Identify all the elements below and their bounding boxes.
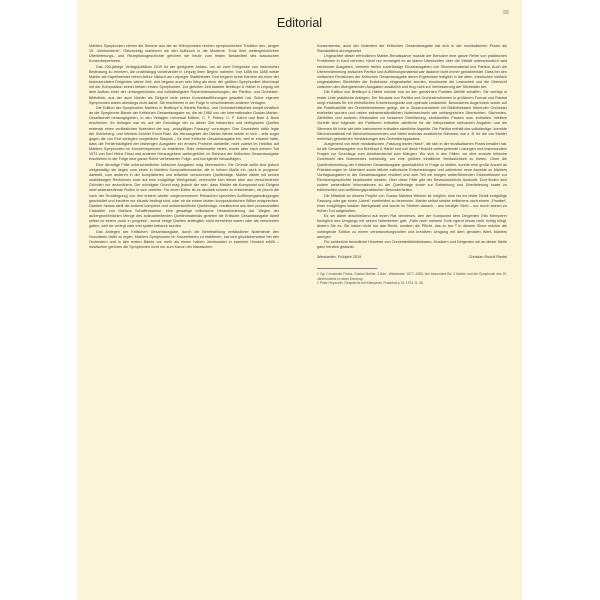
place-date: Wiesbaden, Frühjahr 2019 bbox=[317, 255, 362, 260]
paragraph: Für zahlreiche freundliche Hinweise von Orchesterbibliothekaren, Musikern und Dirigenten sei an dieser Stelle ganz herzlich gedankt. bbox=[317, 239, 507, 250]
left-column bbox=[89, 44, 279, 250]
footnote-rule bbox=[317, 268, 377, 269]
signature-line bbox=[317, 255, 507, 260]
paragraph: Ausgehend von einer musikalischen „Fassung letzter Hand“, die sich in der musikalischen Praxis bewährt hat, ist die Gesamtausgabe von Breitkopf & Härtel und soll diese Hinsicht weitergehende Lösungen und insbesondere Fragen zur Grundlage zum Arbeitsmaterial zum Klängen. Wo sich in den Fällen, wo eine erneute kritische Durchsicht des Notentextes notwendig, um eine größere inhaltliche Verlässlichkeit zu bieten. Ohne die Quellenbewertung der Kritischen Gesamtausgabe grundsätzlich in Frage zu stellen, konnte eine große Anzahl an Präzisierungen im Notentext sowie etliche editorische Entscheidungen und zahlreiche neue Aspekte zu Mahlers Vortragsangaben in der Gesamtausgabe revidiert und zum Teil mit einigen weiterführenden Erkenntnissen zur Revisionsgeschichte beantwortet werden. Über diese Fälle gibt der Revisionsbericht Auskunft. Dort finden sich zudem wesentliche Informationen zu der Quellenlage sowie zur Entstehung und Überlieferung sowie zu editorischen und aufführungspraktischen Besonderheiten. bbox=[317, 141, 507, 193]
page-title: Editorial bbox=[276, 16, 323, 30]
right-column bbox=[317, 44, 507, 286]
paragraph: Die Edition der Symphonien Mahlers in Breitkopf & Härtels Partitur- und Orchesterbibliothek knüpft inhaltlich an die Symphonie-Bände der Kritischen Gesamtausgabe an, die ab 1960 von der Internationalen Gustav-Mahler-Gesellschaft herausgegeben, in den Verlagen Universal Edition, C. F. Peters, C. F. Kahnt und Bote & Bock erschienen. Ihr Anliegen war es, auf der Grundlage der zu dieser Zeit bekannten und verfügbaren Quellen erstmals einen verlässlichen Notentext der sog. „endgültigen Fassung“ vorzulegen. Den Grundstein dafür legte der Schönberg- und Webern-Schüler Erwin Ratz. Als Herausgeber der Mahler-Werke setzte er sich – teils sogar gegen die von Erst verlegten vorgebliche Skepsis – für eine Kritische Gesamtausgabe ein, weil er erkannt hatte, dass die Fehlerhäufigkeit der bisherigen Ausgaben ein ernstes Problem darstellte, nicht zuletzt im Hinblick auf Mahlers Symphonien im Konzertrepertoire zu etablieren. Ratz verbesserte vieles, wurde aber nach seinem Tod 1973 von Karl Heinz Füssl und anderen Herausgebern weitergeführt, im Rahmen der Kritischen Gesamtausgabe erschienen in der Folge eine ganze Reihe verbesserter Folge- und korrigierter Neuauflagen. bbox=[89, 105, 279, 162]
paragraph: Mahlers Symphonien ziehen die Summe aus der an Höhepunkten reichen symphonischen Tradition des „langen 19. Jahrhunderts“. Gleichzeitig markieren sie den Aufbruch in die Moderne. Trotz ihrer weitergreichlichen Überlieferungs- und Rezeptionsgeschichte gehören sie heute zum festen Bestandteil des klassischen Konzertrepertoires. bbox=[89, 44, 279, 64]
document-page bbox=[77, 0, 522, 600]
paragraph: Es sei daher abschließend auf einen Rat verwiesen, den der Komponist dem Dirigenten Otto Klemperer bezüglich des Umgangs mit seinen Notentexten gab: „Falls nach meinem Tode irgend etwas nicht richtig klingt, ändern Sie es. Sie haben nicht nur das Recht, sondern die Pflicht, das zu tun.“² In diesem Sinne möchte die vorliegende Edition zu einem verantwortungsvollen und kreativen Umgang mit dem genialen Werk Mahlers anregen. bbox=[317, 214, 507, 239]
footnote: 2 Peter Heyworth, Gespräche mit Klemperer, Frankfurt a. M. 1974, S. 46. bbox=[317, 281, 424, 286]
paragraph: Konzertwerke, auch der Notentext der Kritischen Gesamtausgabe hat sich in der musikalischen Praxis als Standardtext durchgesetzt. bbox=[317, 44, 507, 54]
page-number: III bbox=[503, 10, 509, 16]
paragraph: Die Mitarbeit an diesem Projekt von Gustav Mahlers Werken ist möglich, eine bis ins letzte Detail endgültige Fassung oder gar einen „Urtext“ zweifelsfrei zu benennen. Mahler selbst strebte zeitlebens nach einem „Finalitet“, einer endgültigen idealen Werkgestalt und wurde im Streben danach – aus heutiger Sicht – nur durch seinen zu frühen Tod aufgehalten. bbox=[317, 193, 507, 213]
paragraph: Das Anliegen der Kritischen Gesamtausgabe, durch die Bereitstellung verlässlicher Notentexte den Grundstein dafür zu legen, Mahlers Symphonien im Konzertleben zu etablieren, hat sich glücklicherweise bei den Orchestern und in den ersten Bände vor mehr als einem halben Jahrhundert in zweierlei Hinsicht erfüllt – inzwischen gehören die Symphonien nicht nur zum Kanon der klassischen bbox=[89, 229, 279, 250]
paragraph: Eine derartige Fülle unterschiedlicher kritischer Ausgaben mag überraschen. Die Gründe dafür sind jedoch vielgestaltig: sie liegen zum einen in Mahlers Kompositionsweise, die in hohem Maße ein „work in progress“ darstellt, zum anderen in der komplizierten und teilweise verworrenen Quellenlage. Mahler zählte mit seinen unablässigen Revisionen zwar auf eine endgültige Werkgestalt, vermochte sich dieser aber aus verschiedenen Gründen nur anzunähern. Der wichtigste Grund mag jedoch der sein, dass Mahler als Komponist und Dirigent zwei widerstreitende Rollen in sich vereinte. Für einen Editor ist es deshalb schwer zu entscheiden, ob (durch die nach der Drucklegung) von ihm erstere wieder vorgenommenen Retuschen speziellen Aufführungsbedingungen geschuldet und insofern nur situativ bedingt sind, oder ob sie einem letzten kompositorischen Willen entsprechen. Darüber hinaus stellt die außerst komplexe und unübersichtliche Quellenlage, resultierend aus dem prozesshaften Charakter von Mahlers Schaffensweise, eine gewaltige editorische Herausforderung dar. Wegen der außergewöhnlichen Menge des aufzuarbeitenden Quellenmaterials gerieten die Kritische Gesamtausgabe damit selbst zu einem „work in progress“, zumal einige Quellen anfänglich nicht erreichbar waren oder als verschollen galten, weil sie verlegt oder erst später bekannt wurden. bbox=[89, 162, 279, 229]
paragraph: Ungeachtet dieser erfreulichen Mahler-Renaissance musste der Benutzer eine ganze Reihe von praktischen Problemen in Kauf nehmen. Nicht nur ermangelt es an klaren Übersichten über die Vielfalt unterschiedlich weit reichender Ausgaben, vielmehr fehlen zuverlässige Einzelausgaben von Stimmenmaterial und Partitur. Auch die Übereinstimmung zwischen Partitur und Aufführungsmaterial war dadurch nicht immer gewährleistet. Dass bei den vielfachen Revisionen der Kritischen Gesamtausgabe deren Ergebnisse lediglich in die alten, inzwischen vielfach umgestalteten Stichbilder der Erstdrucke eingearbeitet wurden, erschwerte die Lesbarkeit und die Übersicht zwischen den divergierenden Ausgaben zusätzlich und trug nicht zur Verbesserung der Stichbilder bei. bbox=[317, 54, 507, 90]
footnote: 1 Vgl. Constantin Floros, Gustav Mahler, 3 Bde., Wiesbaden 1977–1985; hier besonders Bd. 2 Mahler und die Symphonik des 19. Jahrhunderts in neuer Deutung. bbox=[317, 272, 507, 281]
paragraph: Die Edition von Breitkopf & Härtel möchte nun an den genannten Punkten Abhilfe schaffen. Sie verfolgt in erster Linie praktische Anliegen. Der Neusatz von Partitur und Orchesterstimmen in größerem Format und Rastral sorgt erstmals für ein einheitliches Erscheinungsbild und optimale Lesbarkeit. Besonderes Augenmerk wurde auf die Praktikabilität der Orchesterstimmen gelegt, die in Zusammenarbeit mit Bibliothekaren führender Orchester erarbeitet wurden und neben selbstverständlichen Notenwechseln wie umfangreichen Übersichten, Stichnoten, Zählhilfen und anderen Merkmalen zur besseren Orientierung, strukturellen Pausen usw. enthalten. Weitere Vorteile sind folgende: die Partituren enthalten sämtliche für die Interpretation relevanten Angaben und die Stimmen für hohe wie tiefe Instrumente enthalten sämtliche Aspekte. Die Partitur enthält das vollständige, korrekte Stimmenmaterial mit Wechselinstrumenten und bietet erstmals zusätzliche Stimmen, wie z. B. für die von Mahler mehrfach geforderten Verstärkungen des Orchesterapparates. bbox=[317, 90, 507, 141]
author-name: Christian Rudolf Riedel bbox=[468, 255, 507, 260]
paragraph: Das 200-jährige Verlagsjubiläum 2019 ist der geeignete Anlass, um an zwei Ereignisse von historischer Bedeutung zu erinnern, die unabhängig voneinander in Leipzig ihren Beginn nahmen: Von 1886 bis 1888 wirkte Mahler als Kapellmeister neben Arthur Nikisch am Leipziger Stadttheater. Dort begann seine Karriere als einer der bedeutendsten Dirigenten seiner Zeit; dort begann auch sein Weg als einer der größten Symphoniker überhaupt mit der Komposition seiner beiden ersten Symphonien. Zur gleichen Zeit startete Breitkopf & Härtel in Leipzig mit dem Aufbau einer der umfangreichsten und vollständigsten Repertoiresammlungen, der Partitur- und Orchester-Bibliothek, aus der auch Mahler als Dirigent viele seiner Konzertaufführungen gestaltet hat. Seine eigenen Symphonien waren allerdings nicht dabei. Sie erschienen in der Folge in verschiedenen anderen Verlagen. bbox=[89, 64, 279, 105]
